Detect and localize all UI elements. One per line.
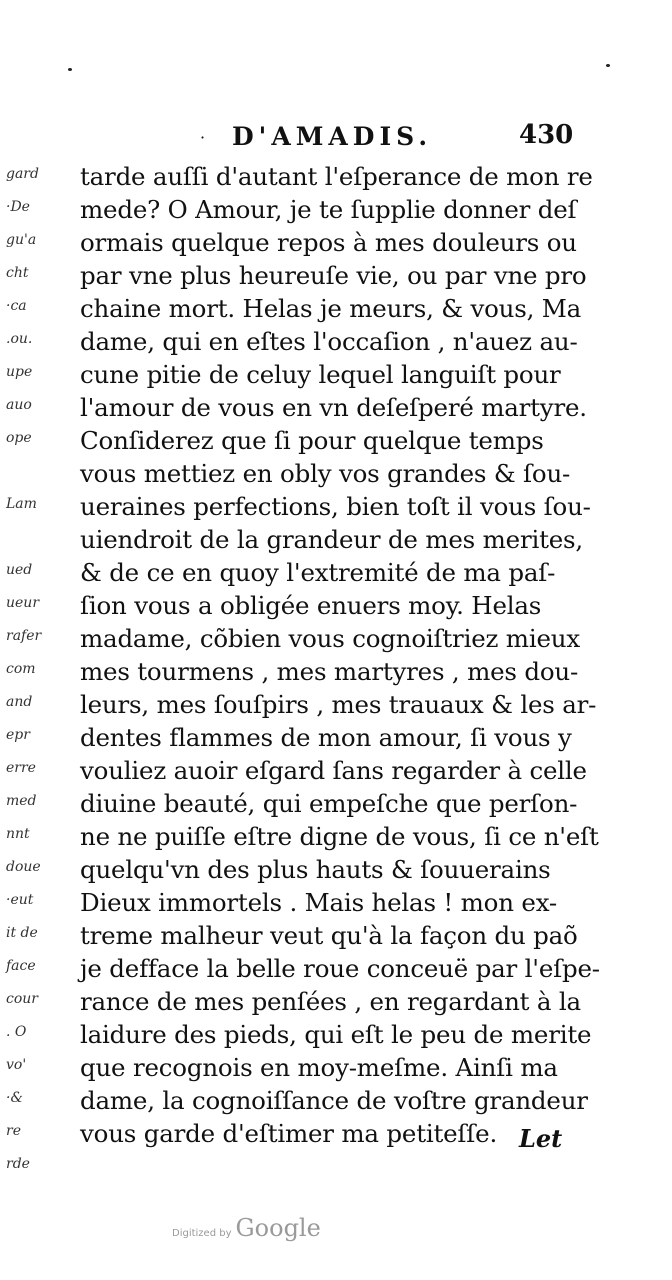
margin-fragment: re [6,1123,21,1139]
text-line: & de ce en quoy l'extremité de ma paſ- [80,558,556,587]
margin-fragment: ·& [6,1090,23,1106]
text-line: treme malheur veut qu'à la façon du paõ [80,921,578,950]
text-line: je defface la belle roue conceuë par l'eſpe- [80,954,600,983]
margin-fragment: ·ca [6,298,27,314]
margin-fragment: rde [6,1156,30,1172]
text-line: l'amour de vous en vn deſeſperé martyre. [80,393,587,422]
margin-fragment: nnt [6,826,30,842]
margin-fragment: doue [6,859,41,875]
text-line: rance de mes penſées , en regardant à la [80,987,581,1016]
text-line: uiendroit de la grandeur de mes merites, [80,525,583,554]
digitization-watermark [172,1214,321,1242]
text-line: mede? O Amour, je te ſupplie donner deſ [80,195,577,224]
text-line: Dieux immortels . Mais helas ! mon ex- [80,888,557,917]
watermark-brand: Google [235,1214,321,1242]
text-line: par vne plus heureuſe vie, ou par vne pro [80,261,587,290]
margin-fragment: it de [6,925,38,941]
speck-mark [606,64,610,67]
text-line: madame, cõbien vous cognoiſtriez mieux [80,624,580,653]
text-line: Conſiderez que ſi pour quelque temps [80,426,544,455]
text-line: vouliez auoir eſgard ſans regarder à celle [80,756,587,785]
text-line: cune pitie de celuy lequel languiſt pour [80,360,561,389]
text-line: que recognois en moy-meſme. Ainſi ma [80,1053,558,1082]
text-line: ormais quelque repos à mes douleurs ou [80,228,577,257]
margin-fragment: ueur [6,595,40,611]
margin-fragment: Lam [6,496,37,512]
body-text [80,160,600,1150]
margin-fragment: auo [6,397,32,413]
margin-fragment: cour [6,991,38,1007]
margin-fragment: upe [6,364,33,380]
margin-fragment: com [6,661,36,677]
text-line: leurs, mes ſouſpirs , mes trauaux & les ar- [80,690,597,719]
text-line: ne ne puiſſe eſtre digne de vous, ſi ce n'eſt [80,822,599,851]
margin-fragment: epr [6,727,30,743]
page-number: 430 [519,120,574,150]
text-line: ſion vous a obligée enuers moy. Helas [80,591,542,620]
margin-fragment: med [6,793,37,809]
speck-mark [68,68,72,71]
text-line: dame, la cognoiſſance de voſtre grandeur [80,1086,588,1115]
margin-fragment: cht [6,265,29,281]
margin-fragment: erre [6,760,36,776]
margin-fragment: ·De [6,199,30,215]
text-line: ueraines perfections, bien toſt il vous ſou- [80,492,591,521]
text-line: vous garde d'eſtimer ma petiteſſe. [80,1119,498,1148]
catchword: Let [519,1124,563,1153]
text-line: chaine mort. Helas je meurs, & vous, Ma [80,294,582,323]
margin-fragment: vo' [6,1057,27,1073]
margin-fragment: ope [6,430,32,446]
text-line: tarde auſſi d'autant l'eſperance de mon re [80,162,593,191]
margin-fragment: rafer [6,628,42,644]
text-line: vous mettiez en obly vos grandes & ſou- [80,459,571,488]
margin-fragment: ·eut [6,892,34,908]
margin-fragment: . O [6,1024,27,1040]
margin-fragment: gu'a [6,232,37,248]
margin-fragment: ued [6,562,33,578]
margin-fragment: .ou. [6,331,33,347]
text-line: mes tourmens , mes martyres , mes dou- [80,657,579,686]
ornament-mark: · [200,128,206,147]
text-line: dentes flammes de mon amour, ſi vous y [80,723,572,752]
margin-fragment: and [6,694,33,710]
text-line: diuine beauté, qui empeſche que perſon- [80,789,578,818]
watermark-small-text: Digitized by [172,1228,232,1239]
running-head: D'AMADIS. [232,122,433,151]
margin-fragment: gard [6,166,39,182]
page-header [0,118,672,154]
text-line: dame, qui en eſtes l'occaſion , n'auez au- [80,327,578,356]
text-line: quelqu'vn des plus hauts & ſouuerains [80,855,551,884]
margin-fragment: face [6,958,36,974]
text-line: laidure des pieds, qui eſt le peu de merite [80,1020,592,1049]
